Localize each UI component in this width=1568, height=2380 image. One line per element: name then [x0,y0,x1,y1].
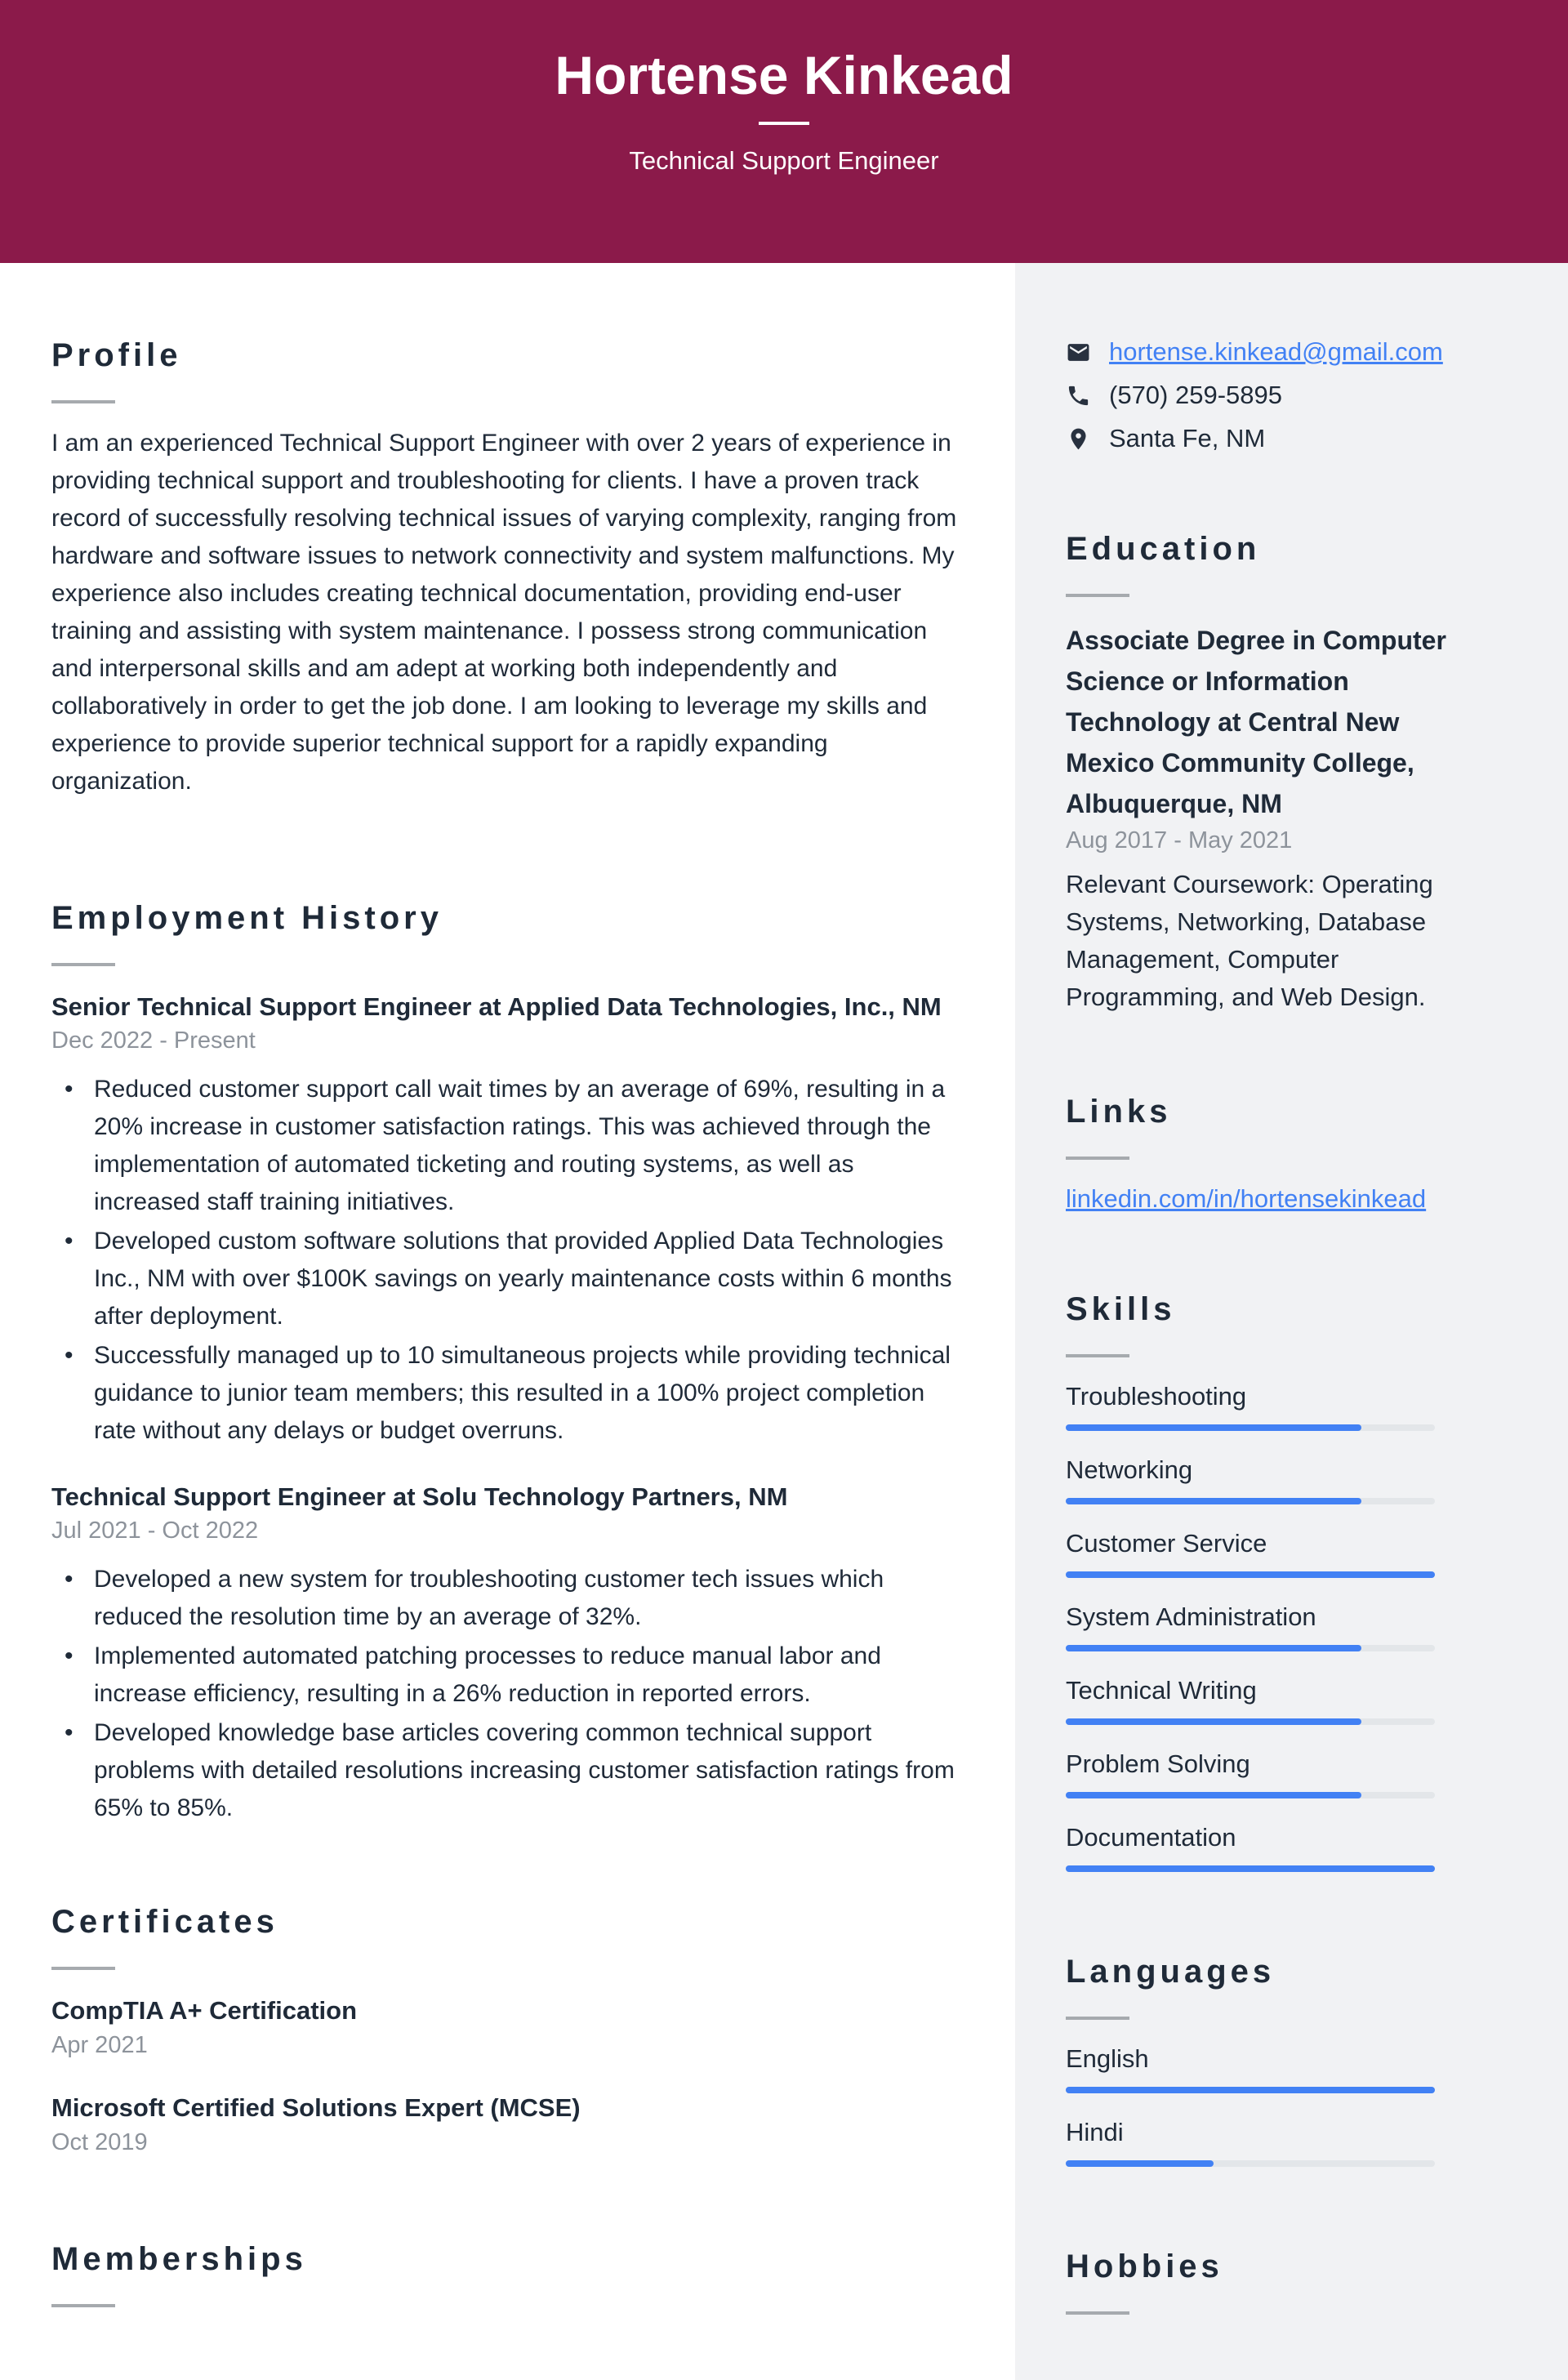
section-divider [1066,2311,1129,2315]
location-text: Santa Fe, NM [1109,424,1266,452]
email-link[interactable]: hortense.kinkead@gmail.com [1109,337,1443,366]
skill-name: Problem Solving [1066,1749,1250,1778]
language-bar-fill [1066,2160,1214,2167]
job-entry [51,1477,964,1827]
language-bar-fill [1066,2087,1435,2093]
skill-bar-fill [1066,1645,1361,1651]
skill-bar-fill [1066,1498,1361,1504]
education-section [1066,531,1477,1016]
envelope-icon [1066,340,1091,365]
skill-item [1066,1529,1477,1578]
skill-item [1066,1823,1477,1872]
certificate-date: Apr 2021 [51,2032,148,2058]
profile-heading: Profile [51,337,182,373]
skill-item [1066,1602,1477,1651]
certificates-heading: Certificates [51,1904,278,1940]
certificate-title: Microsoft Certified Solutions Expert (MCSE) [51,2093,581,2122]
map-pin-icon [1066,426,1091,452]
skill-bar-fill [1066,1571,1435,1578]
languages-section [1066,1954,1477,2167]
memberships-heading: Memberships [51,2241,307,2277]
skill-item [1066,1749,1477,1798]
contact-email-row [1066,337,1477,367]
employment-heading: Employment History [51,900,443,936]
skill-bar [1066,1718,1435,1725]
hobbies-heading: Hobbies [1066,2249,1223,2284]
skill-name: Networking [1066,1455,1193,1484]
profile-text: I am an experienced Technical Support Engineer with over 2 years of experience in providing technical support and troubleshooting for clients. I have a proven track record of successfully resolving technical issues of varying complexity, ranging from hardware and software issues to network connectivity and system malfunctions. My experience also includes creating technical documentation, providing end-user training and assisting with system maintenance. I possess strong communication and interpersonal skills and am adept at working both independently and collaboratively in order to get the job done. I am looking to leverage my skills and experience to provide superior technical support for a rapidly expanding organization. [51,430,957,795]
section-divider [51,1967,115,1970]
languages-heading: Languages [1066,1954,1276,1990]
memberships-section [51,2241,964,2307]
skills-heading: Skills [1066,1291,1176,1327]
skill-bar [1066,1645,1435,1651]
skill-item [1066,1676,1477,1725]
certificate-title: CompTIA A+ Certification [51,1996,358,2025]
education-degree: Associate Degree in Computer Science or Information Technology at Central New Mexico Community College, Albuquerque, NM [1066,626,1446,818]
section-divider [1066,2017,1129,2020]
job-title: Technical Support Engineer at Solu Technology Partners, NM [51,1482,788,1511]
skill-name: Troubleshooting [1066,1382,1247,1411]
links-section [1066,1094,1477,1214]
skill-bar [1066,1424,1435,1431]
language-item [1066,2118,1477,2167]
skill-name: Technical Writing [1066,1676,1257,1705]
section-divider [51,2304,115,2307]
section-divider [51,963,115,966]
hobbies-section [1066,2249,1477,2315]
language-item [1066,2044,1477,2093]
job-bullet: • Implemented automated patching processes to reduce manual labor and increase efficiency, resulting in a 26% reduction in reported errors. [51,1638,964,1713]
language-bar [1066,2160,1435,2167]
job-bullet-list [51,1561,964,1827]
sidebar [1015,263,1568,2380]
certificate-entry [51,1993,964,2059]
person-job-title: Technical Support Engineer [629,145,939,175]
certificate-date: Oct 2019 [51,2129,148,2155]
skill-item [1066,1455,1477,1504]
language-name: English [1066,2044,1149,2073]
job-bullet: • Developed knowledge base articles covering common technical support problems with detailed resolutions increasing customer satisfaction ratings from 65% to 85%. [51,1714,964,1827]
person-name: Hortense Kinkead [555,45,1013,105]
education-coursework: Relevant Coursework: Operating Systems, Networking, Database Management, Computer Programming, and Web Design. [1066,870,1433,1011]
skill-bar [1066,1498,1435,1504]
skill-item [1066,1382,1477,1431]
language-name: Hindi [1066,2118,1124,2146]
skill-name: Customer Service [1066,1529,1267,1558]
skills-section [1066,1291,1477,1872]
linkedin-link[interactable]: linkedin.com/in/hortensekinkead [1066,1184,1427,1213]
skill-bar-fill [1066,1865,1435,1872]
phone-number: (570) 259-5895 [1109,381,1282,409]
certificate-entry [51,2090,964,2156]
content-columns [0,263,1568,2380]
job-dates: Jul 2021 - Oct 2022 [51,1518,259,1544]
certificates-section [51,1904,964,2156]
contact-location-row [1066,424,1477,453]
job-dates: Dec 2022 - Present [51,1027,256,1054]
skill-bar-fill [1066,1424,1361,1431]
job-bullet-list [51,1071,964,1450]
education-dates: Aug 2017 - May 2021 [1066,827,1293,854]
job-entry [51,987,964,1450]
main-column [0,263,1015,2380]
contact-phone-row [1066,381,1477,410]
contact-block [1066,337,1477,453]
skill-bar [1066,1792,1435,1798]
job-bullet: • Reduced customer support call wait times by an average of 69%, resulting in a 20% increase in customer satisfaction ratings. This was achieved through the implementation of automated ticketing and routing systems, as well as increased staff training initiatives. [51,1071,964,1221]
skill-bar [1066,1571,1435,1578]
job-title: Senior Technical Support Engineer at Applied Data Technologies, Inc., NM [51,992,942,1021]
skill-bar [1066,1865,1435,1872]
job-bullet: • Developed a new system for troubleshooting customer tech issues which reduced the resolution time by an average of 32%. [51,1561,964,1636]
skill-bar-fill [1066,1792,1361,1798]
section-divider [1066,1157,1129,1160]
job-bullet: • Successfully managed up to 10 simultaneous projects while providing technical guidance to junior team members; this resulted in a 100% project completion rate without any delays or budget overruns. [51,1337,964,1450]
education-heading: Education [1066,531,1261,567]
section-divider [1066,1354,1129,1357]
phone-icon [1066,383,1091,408]
section-divider [1066,594,1129,597]
header-divider [759,122,809,125]
skill-bar-fill [1066,1718,1361,1725]
section-divider [51,400,115,403]
skill-name: System Administration [1066,1602,1316,1631]
profile-section [51,337,964,800]
header [0,0,1568,263]
language-bar [1066,2087,1435,2093]
employment-section [51,900,964,1827]
links-heading: Links [1066,1094,1172,1130]
job-bullet: • Developed custom software solutions that provided Applied Data Technologies Inc., NM with over $100K savings on yearly maintenance costs within 6 months after deployment. [51,1223,964,1335]
skill-name: Documentation [1066,1823,1236,1852]
